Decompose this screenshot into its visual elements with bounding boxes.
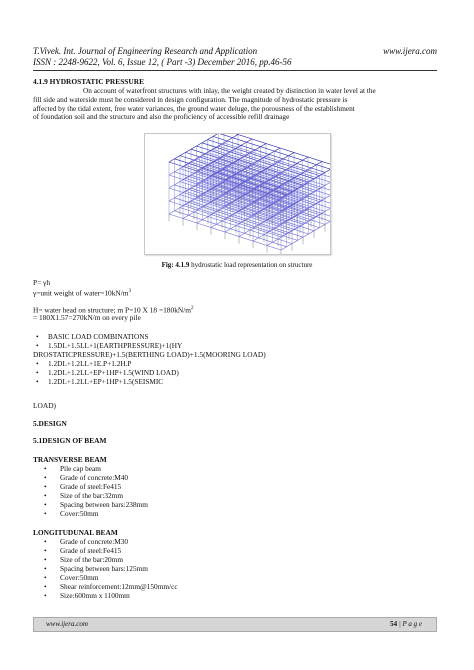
- list-item: • 1.2DL+1.2LL+EP+1HP+1.5(WIND LOAD): [36, 369, 179, 378]
- journal-title: T.Vivek. Int. Journal of Engineering Research and Application: [33, 46, 258, 56]
- formula-unit-weight: γ=unit weight of $water=10kN/m^3$: [33, 288, 132, 298]
- issue-info: ISSN : 2248-9622, Vol. 6, Issue 12, ( Part -3) December 2016, pp.46-56: [33, 57, 292, 67]
- section-heading-beam: 5.1DESIGN OF BEAM: [33, 436, 107, 445]
- list-item: • Spacing between bars:125mm: [44, 565, 148, 574]
- structure-figure: [144, 133, 331, 255]
- list-item-continuation: DROSTATICPRESSURE)+1.5(BERTHING LOAD)+1.5(MOORING LOAD): [33, 350, 266, 359]
- list-item: • 1.2DL+1.2LL+EP+1HP+1.5(SEISMIC: [36, 378, 163, 387]
- footer-website[interactable]: www.ijera.com: [46, 620, 88, 628]
- formula-pressure: P= γh: [33, 278, 51, 287]
- figure-caption-text: hydrostatic load representation on structure: [189, 261, 313, 269]
- list-item: • Shear reinforcement:12mm@150mm/cc: [44, 583, 178, 592]
- list-item-continuation: LOAD): [33, 401, 56, 410]
- paragraph-line: On account of waterfront structures with inlay, the weight created by distinction in water level at the: [83, 86, 376, 95]
- list-item: • Size:600mm x 1100mm: [44, 592, 130, 601]
- list-item: • Grade of steel:Fe415: [44, 547, 121, 556]
- list-item: • Cover:50mm: [44, 510, 99, 519]
- hydrostatic-paragraph: [33, 87, 437, 122]
- hydrostatic-structure-image: [145, 134, 330, 254]
- list-item: • Size of the bar:32mm: [44, 492, 123, 501]
- list-item: • Grade of steel:Fe415: [44, 483, 121, 492]
- list-item: • Grade of concrete:M30: [44, 538, 128, 547]
- list-item: • BASIC LOAD COMBINATIONS: [36, 333, 149, 342]
- paragraph-line: of foundation soil and the structure and also the proficiency of accessible refill drainage: [33, 112, 290, 122]
- subheading-transverse-beam: TRANSVERSE BEAM: [33, 455, 107, 464]
- subheading-longitudinal-beam: LONGITUDUNAL BEAM: [33, 528, 118, 537]
- paragraph-line: fill side and waterside must be considered in design configuration. The magnitude of hydrostatic pressure is: [33, 94, 348, 104]
- page-footer: [33, 617, 437, 632]
- formula-water-head: H= water head on structure; m P=10 X $18 =180kN/m^2$: [33, 305, 194, 315]
- list-item: • Pile cap beam: [44, 465, 101, 474]
- formula-per-pile: = 180X1.57=270kN/m on every pile: [33, 313, 141, 322]
- figure-caption-label: Fig: 4.1.9: [161, 261, 190, 269]
- section-heading-design: 5.DESIGN: [33, 419, 67, 428]
- header-rule: [33, 70, 437, 71]
- list-item: • Cover:50mm: [44, 574, 99, 583]
- list-item: • Grade of concrete:M40: [44, 474, 128, 483]
- list-item: • 1.2DL+1.2LL+1E.P+1.2H.P: [36, 360, 132, 369]
- list-item: • Spacing between bars:238mm: [44, 501, 148, 510]
- running-header-line1: [33, 46, 437, 56]
- footer-page-number: 54 | P a g e: [390, 620, 422, 628]
- paragraph-line: affected by the tidal extent, free water variances, the ground water deluge, the porousness of the establishment: [33, 103, 355, 113]
- list-item: • 1.5DL+1.5LL+1(EARTHPRESSURE)+1(HY: [36, 342, 182, 351]
- journal-website[interactable]: www.ijera.com: [383, 46, 437, 56]
- running-header-line2: [33, 57, 437, 67]
- list-item: • Size of the bar:20mm: [44, 556, 123, 565]
- section-heading-hydrostatic: 4.1.9 HYDROSTATIC PRESSURE: [33, 77, 145, 86]
- figure-caption: [0, 261, 474, 269]
